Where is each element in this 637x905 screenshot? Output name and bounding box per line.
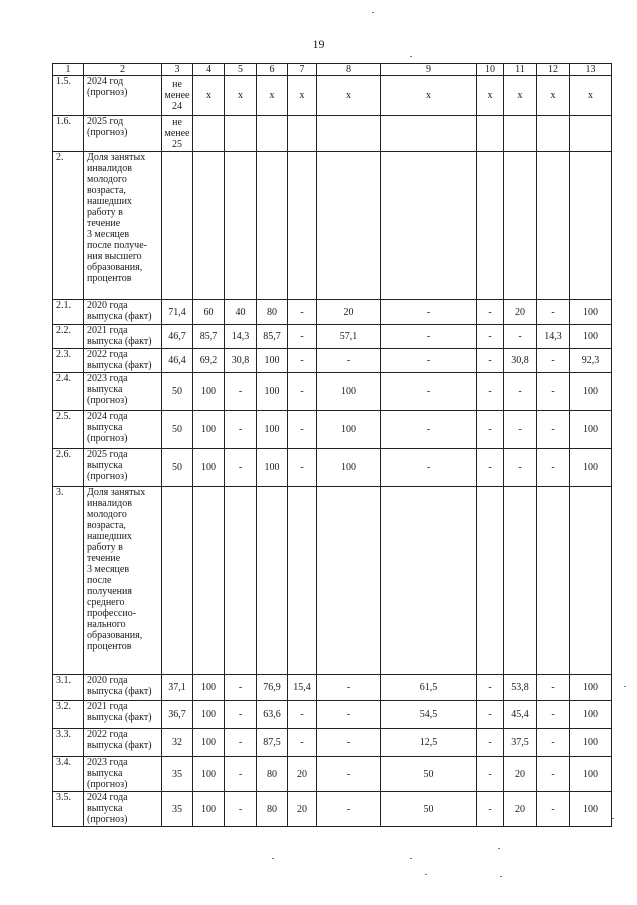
table-cell: - xyxy=(537,757,570,792)
table-cell: - xyxy=(225,792,257,827)
row-number: 3.3. xyxy=(53,729,84,757)
table-cell: - xyxy=(477,300,504,325)
table-cell: - xyxy=(288,300,317,325)
row-indicator-name: 2020 года выпуска (факт) xyxy=(84,675,162,701)
table-cell xyxy=(225,487,257,675)
table-cell: 37,5 xyxy=(504,729,537,757)
table-cell: х xyxy=(381,76,477,116)
table-row xyxy=(53,411,612,449)
table-cell xyxy=(570,152,612,300)
table-cell: - xyxy=(288,373,317,411)
table-cell: - xyxy=(225,411,257,449)
table-cell: - xyxy=(288,349,317,373)
table-cell: 69,2 xyxy=(193,349,225,373)
table-cell: - xyxy=(537,373,570,411)
table-cell: - xyxy=(317,675,381,701)
table-cell: 14,3 xyxy=(537,325,570,349)
table-cell: - xyxy=(225,757,257,792)
row-indicator-name: Доля занятых инвалидов молодого возраста, нашедших работу в течение 3 месяцев после получе- ния высшего образования, процентов xyxy=(84,152,162,300)
table-cell: - xyxy=(504,411,537,449)
table-cell: х xyxy=(288,76,317,116)
row-indicator-name: Доля занятых инвалидов молодого возраста, нашедших работу в течение 3 месяцев после получения среднего профессио- нального образования, процентов xyxy=(84,487,162,675)
table-cell xyxy=(288,152,317,300)
table-cell: 100 xyxy=(193,675,225,701)
table-cell: 46,4 xyxy=(162,349,193,373)
table-cell: 85,7 xyxy=(257,325,288,349)
table-cell xyxy=(317,487,381,675)
row-indicator-name: 2024 года выпуска (прогноз) xyxy=(84,411,162,449)
table-cell: 80 xyxy=(257,792,288,827)
column-header: 3 xyxy=(162,64,193,76)
table-cell: 45,4 xyxy=(504,701,537,729)
table-cell: 100 xyxy=(570,373,612,411)
table-cell xyxy=(225,116,257,152)
table-cell: х xyxy=(225,76,257,116)
table-cell: 100 xyxy=(193,792,225,827)
table-cell: 32 xyxy=(162,729,193,757)
column-header: 9 xyxy=(381,64,477,76)
table-cell: - xyxy=(537,411,570,449)
table-cell: - xyxy=(225,701,257,729)
column-header: 10 xyxy=(477,64,504,76)
page-number: 19 xyxy=(312,37,325,51)
table-cell xyxy=(537,116,570,152)
table-cell: - xyxy=(317,729,381,757)
row-indicator-name: 2024 года выпуска (прогноз) xyxy=(84,792,162,827)
table-cell: 20 xyxy=(504,792,537,827)
table-cell: 20 xyxy=(317,300,381,325)
table-cell: 14,3 xyxy=(225,325,257,349)
table-cell: х xyxy=(537,76,570,116)
table-cell: х xyxy=(477,76,504,116)
table-cell xyxy=(570,487,612,675)
table-cell: - xyxy=(537,300,570,325)
column-header: 8 xyxy=(317,64,381,76)
scan-speck xyxy=(498,848,500,849)
scan-speck xyxy=(612,818,614,819)
table-cell: 37,1 xyxy=(162,675,193,701)
table-cell: 100 xyxy=(570,325,612,349)
table-cell: 100 xyxy=(317,411,381,449)
table-cell: - xyxy=(317,349,381,373)
table-cell xyxy=(225,152,257,300)
row-number: 1.5. xyxy=(53,76,84,116)
row-number: 1.6. xyxy=(53,116,84,152)
table-cell: 50 xyxy=(162,449,193,487)
column-header: 13 xyxy=(570,64,612,76)
table-cell: - xyxy=(504,449,537,487)
table-cell: 35 xyxy=(162,792,193,827)
table-cell: 100 xyxy=(570,675,612,701)
table-cell: х xyxy=(504,76,537,116)
column-header: 2 xyxy=(84,64,162,76)
table-cell xyxy=(317,116,381,152)
table-cell: 80 xyxy=(257,757,288,792)
table-row xyxy=(53,300,612,325)
table-cell: 61,5 xyxy=(381,675,477,701)
scan-speck xyxy=(410,858,412,859)
table-cell xyxy=(381,116,477,152)
table-cell: - xyxy=(225,449,257,487)
table-cell xyxy=(504,487,537,675)
table-cell: 100 xyxy=(193,729,225,757)
table-cell: - xyxy=(317,701,381,729)
table-cell xyxy=(288,116,317,152)
table-cell xyxy=(288,487,317,675)
scan-speck xyxy=(500,876,502,877)
table-cell xyxy=(381,487,477,675)
table-cell: - xyxy=(381,300,477,325)
row-indicator-name: 2021 года выпуска (факт) xyxy=(84,325,162,349)
table-cell xyxy=(537,487,570,675)
table-cell: - xyxy=(477,373,504,411)
row-indicator-name: 2023 года выпуска (прогноз) xyxy=(84,373,162,411)
table-cell xyxy=(257,116,288,152)
table-cell: - xyxy=(477,757,504,792)
table-cell: - xyxy=(537,349,570,373)
table-cell: 50 xyxy=(381,757,477,792)
row-indicator-name: 2025 года выпуска (прогноз) xyxy=(84,449,162,487)
row-indicator-name: 2021 года выпуска (факт) xyxy=(84,701,162,729)
row-number: 3.2. xyxy=(53,701,84,729)
table-cell: 100 xyxy=(193,449,225,487)
column-header: 6 xyxy=(257,64,288,76)
table-cell: 100 xyxy=(257,411,288,449)
table-cell: - xyxy=(537,675,570,701)
row-number: 2.3. xyxy=(53,349,84,373)
table-cell xyxy=(477,116,504,152)
row-indicator-name: 2020 года выпуска (факт) xyxy=(84,300,162,325)
table-cell: 50 xyxy=(381,792,477,827)
table-cell: 100 xyxy=(570,757,612,792)
table-cell: 87,5 xyxy=(257,729,288,757)
table-cell: 100 xyxy=(570,300,612,325)
table-cell: - xyxy=(225,729,257,757)
table-cell: х xyxy=(317,76,381,116)
table-row xyxy=(53,152,612,300)
scan-speck xyxy=(372,12,374,13)
table-cell: - xyxy=(381,449,477,487)
table-cell: - xyxy=(477,701,504,729)
table-cell xyxy=(193,487,225,675)
column-header: 11 xyxy=(504,64,537,76)
table-cell: 60 xyxy=(193,300,225,325)
table-cell: 100 xyxy=(570,701,612,729)
table-row xyxy=(53,757,612,792)
row-number: 2.2. xyxy=(53,325,84,349)
table-cell: 100 xyxy=(570,449,612,487)
row-indicator-name: 2022 года выпуска (факт) xyxy=(84,349,162,373)
table-cell: - xyxy=(288,411,317,449)
table-cell: - xyxy=(537,729,570,757)
table-cell: - xyxy=(504,373,537,411)
row-indicator-name: 2024 год (прогноз) xyxy=(84,76,162,116)
table-cell: 100 xyxy=(317,449,381,487)
table-cell: 40 xyxy=(225,300,257,325)
table-cell: - xyxy=(537,449,570,487)
scan-speck xyxy=(410,56,412,57)
table-cell: - xyxy=(288,325,317,349)
table-row xyxy=(53,449,612,487)
table-row xyxy=(53,487,612,675)
table-cell: - xyxy=(477,411,504,449)
table-cell: 80 xyxy=(257,300,288,325)
row-number: 2.5. xyxy=(53,411,84,449)
table-cell: 20 xyxy=(504,757,537,792)
table-cell: 54,5 xyxy=(381,701,477,729)
table-row xyxy=(53,325,612,349)
row-number: 3.1. xyxy=(53,675,84,701)
column-header: 5 xyxy=(225,64,257,76)
table-cell: 20 xyxy=(288,792,317,827)
table-cell: 57,1 xyxy=(317,325,381,349)
table-cell xyxy=(193,152,225,300)
table-cell: не менее 24 xyxy=(162,76,193,116)
table-cell: 100 xyxy=(257,373,288,411)
table-cell: 100 xyxy=(257,449,288,487)
header-row xyxy=(53,64,612,76)
table-cell: 100 xyxy=(193,411,225,449)
table-cell xyxy=(504,152,537,300)
table-row xyxy=(53,675,612,701)
table-cell: 20 xyxy=(504,300,537,325)
table-cell: - xyxy=(381,349,477,373)
row-number: 3.4. xyxy=(53,757,84,792)
table-cell: 100 xyxy=(317,373,381,411)
table-cell: 12,5 xyxy=(381,729,477,757)
table-cell xyxy=(257,487,288,675)
table-cell: х xyxy=(257,76,288,116)
table-cell xyxy=(537,152,570,300)
table-cell: 71,4 xyxy=(162,300,193,325)
column-header: 4 xyxy=(193,64,225,76)
row-number: 2.4. xyxy=(53,373,84,411)
table-cell: 100 xyxy=(193,701,225,729)
table-cell: - xyxy=(477,792,504,827)
table-cell: - xyxy=(288,729,317,757)
row-indicator-name: 2022 года выпуска (факт) xyxy=(84,729,162,757)
table-cell: - xyxy=(504,325,537,349)
scan-speck xyxy=(272,858,274,859)
row-indicator-name: 2025 год (прогноз) xyxy=(84,116,162,152)
table-cell: 30,8 xyxy=(504,349,537,373)
table-cell: 100 xyxy=(570,729,612,757)
table-row xyxy=(53,729,612,757)
table-cell xyxy=(504,116,537,152)
table-cell: х xyxy=(570,76,612,116)
table-cell: 53,8 xyxy=(504,675,537,701)
table-cell xyxy=(477,152,504,300)
table-cell: 85,7 xyxy=(193,325,225,349)
table-cell: 50 xyxy=(162,411,193,449)
table-cell: 46,7 xyxy=(162,325,193,349)
table-cell xyxy=(317,152,381,300)
table-row xyxy=(53,701,612,729)
table-cell: 100 xyxy=(257,349,288,373)
table-cell: - xyxy=(225,373,257,411)
table-row xyxy=(53,116,612,152)
table-cell: - xyxy=(477,675,504,701)
table-cell: - xyxy=(317,757,381,792)
table-cell: 30,8 xyxy=(225,349,257,373)
table-cell: 15,4 xyxy=(288,675,317,701)
table-cell: 100 xyxy=(570,792,612,827)
table-cell xyxy=(570,116,612,152)
table-cell: - xyxy=(288,701,317,729)
table-cell xyxy=(477,487,504,675)
table-cell: - xyxy=(381,373,477,411)
table-row xyxy=(53,792,612,827)
table-cell: - xyxy=(477,325,504,349)
table-cell: - xyxy=(381,411,477,449)
column-header: 1 xyxy=(53,64,84,76)
table-cell: 35 xyxy=(162,757,193,792)
table-cell: - xyxy=(381,325,477,349)
table-cell: 100 xyxy=(193,757,225,792)
row-indicator-name: 2023 года выпуска (прогноз) xyxy=(84,757,162,792)
column-header: 12 xyxy=(537,64,570,76)
table-row xyxy=(53,373,612,411)
scan-speck xyxy=(425,874,427,875)
table-cell: 36,7 xyxy=(162,701,193,729)
table-row xyxy=(53,76,612,116)
table-cell: 100 xyxy=(193,373,225,411)
table-cell: 100 xyxy=(570,411,612,449)
row-number: 2. xyxy=(53,152,84,300)
table-cell: - xyxy=(477,349,504,373)
table-cell xyxy=(257,152,288,300)
table-cell: 20 xyxy=(288,757,317,792)
row-number: 2.6. xyxy=(53,449,84,487)
table-cell: 92,3 xyxy=(570,349,612,373)
table-cell: 76,9 xyxy=(257,675,288,701)
table-cell: - xyxy=(537,701,570,729)
table-cell: - xyxy=(477,729,504,757)
table-row xyxy=(53,349,612,373)
table-cell xyxy=(381,152,477,300)
table-cell: 63,6 xyxy=(257,701,288,729)
scan-speck xyxy=(624,686,626,687)
table-body xyxy=(53,76,612,827)
table-cell: - xyxy=(537,792,570,827)
table-cell: - xyxy=(288,449,317,487)
table-cell xyxy=(193,116,225,152)
row-number: 2.1. xyxy=(53,300,84,325)
table-cell: не менее 25 xyxy=(162,116,193,152)
row-number: 3. xyxy=(53,487,84,675)
statistics-table xyxy=(52,63,612,827)
table-cell xyxy=(162,487,193,675)
table-cell: 50 xyxy=(162,373,193,411)
column-header: 7 xyxy=(288,64,317,76)
table-cell: - xyxy=(317,792,381,827)
table-cell: - xyxy=(477,449,504,487)
table-cell: - xyxy=(225,675,257,701)
table-cell: х xyxy=(193,76,225,116)
table-cell xyxy=(162,152,193,300)
row-number: 3.5. xyxy=(53,792,84,827)
